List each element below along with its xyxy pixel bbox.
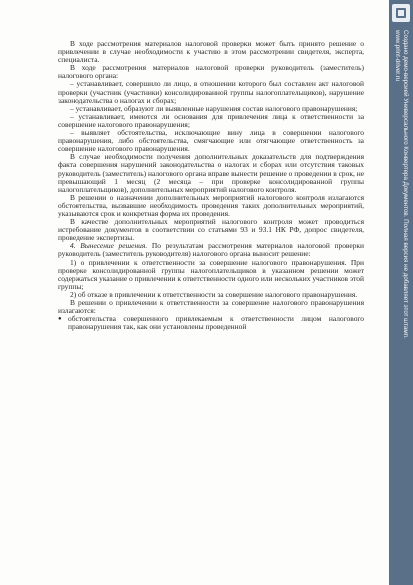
- page-body: [58, 40, 364, 331]
- section-paragraph: [58, 242, 364, 258]
- section-title: Вынесение решения.: [80, 241, 148, 251]
- paragraph: В решении о назначении дополнительных мероприятий налогового контроля излагаются обстоятельства, вызвавшие необходимость проведения таких дополнительных мероприятий, указываются срок и конкретная форма их проведения.: [58, 192, 364, 218]
- watermark-url: www.print-driver.ru: [394, 30, 401, 82]
- bullet-item: ● обстоятельства совершенного привлекаемым к ответственности лицом налогового правонарушения так, как они установлены проведенной: [58, 315, 364, 331]
- decision-item: 2) об отказе в привлечении к ответственности за совершение налогового правонарушения.: [70, 289, 358, 299]
- watermark-text: [393, 30, 409, 570]
- paragraph: В ходе рассмотрения материалов налоговой проверки руководитель (заместитель) налогового органа:: [58, 63, 364, 81]
- converter-logo-icon: [392, 4, 410, 22]
- paragraph: – устанавливает, имеются ли основания для привлечения лица к ответственности за совершение налогового правонарушения;: [58, 111, 364, 129]
- paragraph: – устанавливает, совершило ли лицо, в отношении которого был составлен акт налоговой проверки (участник (участники) консолидированной группы налогоплательщиков), нарушение законодательства о налогах и сборах;: [58, 79, 364, 105]
- section-number: 4.: [70, 241, 76, 251]
- paragraph: В ходе рассмотрения материалов налоговой проверки может быть принято решение о привлечении в случае необходимости к участию в этом рассмотрении свидетеля, эксперта, специалиста.: [58, 39, 364, 65]
- decision-item: 1) о привлечении к ответственности за совершение налогового правонарушения. При проверке консолидированной группы налогоплательщиков в указанном решении может содержаться указание о привлечении к ответственности одного или нескольких участников этой группы;: [58, 257, 364, 291]
- watermark-sidebar: [389, 0, 413, 585]
- section-text: По результатам рассмотрения материалов налоговой проверки руководитель (заместитель руководителя) налогового органа выносит решение:: [58, 241, 365, 259]
- paragraph: – устанавливает, образуют ли выявленные нарушения состав налогового правонарушения;: [70, 103, 358, 113]
- paragraph: В качестве дополнительных мероприятий налогового контроля может проводиться истребование документов в соответствии со статьями 93 и 93.1 НК РФ, допрос свидетеля, проведение экспертизы.: [58, 217, 364, 243]
- paragraph: В случае необходимости получения дополнительных доказательств для подтверждения факта совершения нарушений законодательства о налогах и сборах или отсутствия таковых руководитель (заместитель) налогового органа вправе вынести решение о проведении в срок, не превышающий 1 месяц (2 месяца – при проверке консолидированной группы налогоплательщиков), дополнительных мероприятий налогового контроля.: [58, 152, 364, 194]
- paragraph: – выявляет обстоятельства, исключающие вину лица в совершении налогового правонарушения, либо обстоятельства, смягчающие или отягчающие ответственность за совершение налогового правонарушения.: [58, 128, 364, 154]
- watermark-line: Создано демо-версией Универсального Конвертера Документов. Полная версия не добавляет этот штамп.: [402, 30, 409, 339]
- decision-item: В решении о привлечении к ответственности за совершение налогового правонарушения излагаются:: [58, 298, 364, 316]
